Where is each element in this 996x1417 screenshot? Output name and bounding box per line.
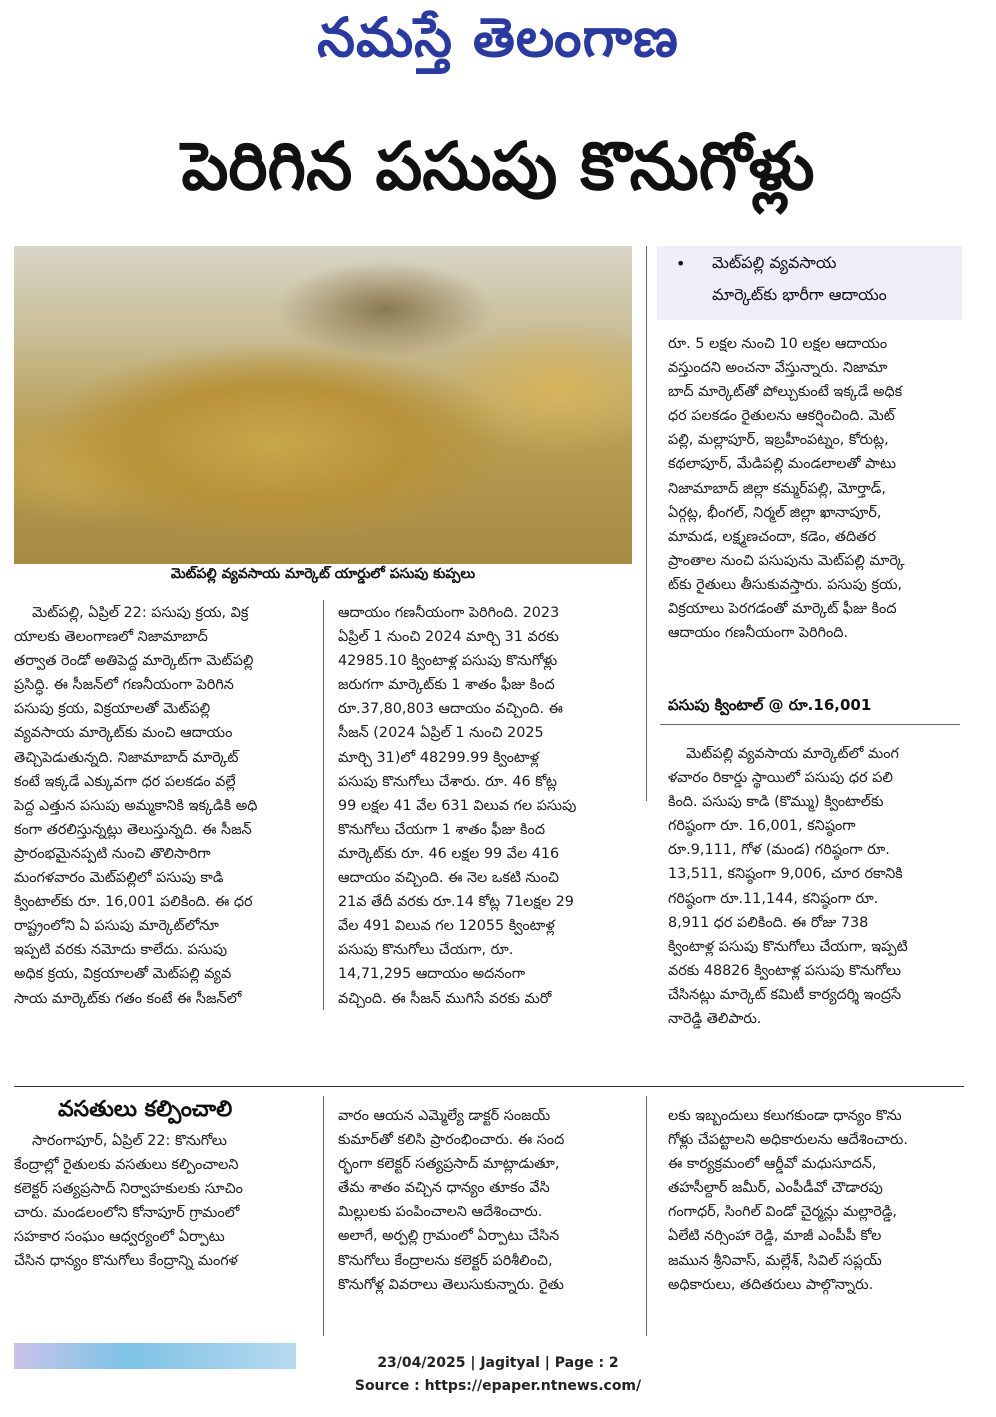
headline: పెరిగిన పసుపు కొనుగోళ్లు	[181, 128, 815, 205]
text-line: ట్‌కు రైతులు తీసుకువస్తారు. పసుపు క్రయ,	[668, 576, 903, 593]
story2-col2	[338, 1104, 634, 1297]
text-line: ఏలేటి నర్సింహా రెడ్డి, మాజీ ఎంపీపీ కోల	[668, 1228, 882, 1245]
text-line: జమున శ్రీనివాస్, మల్లేశ్, సివిల్ సప్లయ్	[668, 1252, 882, 1269]
text-line: కొనుగోలు చేయగా 1 శాతం ఫీజు కింద	[338, 821, 546, 838]
bullet-icon: •	[676, 254, 686, 273]
price-subheading: పసుపు క్వింటాల్ @ రూ.16,001	[668, 696, 872, 714]
turmeric-heaps-photo	[14, 246, 632, 564]
text-line: ళవారం రికార్డు స్థాయిలో పసుపు ధర పలి	[668, 770, 893, 787]
text-line: మెట్‌పల్లి, ఏప్రిల్ 22: పసుపు క్రయ, విక్ర	[32, 605, 249, 621]
text-line: అధిక క్రయ, విక్రయాలతో మెట్‌పల్లి వ్యవ	[14, 966, 232, 983]
footer-date-edition: 23/04/2025 | Jagityal | Page : 2	[377, 1355, 619, 1371]
text-line: వారం ఆయన ఎమ్మెల్యే డాక్టర్ సంజయ్	[338, 1108, 551, 1124]
text-line: కలెక్టర్ సత్యప్రసాద్ నిర్వాహకులకు సూచిం	[14, 1181, 243, 1198]
text-line: ఈ కార్యక్రమంలో ఆర్డీవో మధుసూదన్,	[668, 1156, 877, 1173]
text-line: కింది. పసుపు కాడి (కొమ్ము) క్వింటాల్‌కు	[668, 794, 884, 811]
text-line: ఏర్గట్ల, భీంగల్, నిర్మల్ జిల్లా ఖానాపూర్,	[668, 504, 882, 521]
text-line: లకు ఇబ్బందులు కలుగకుండా ధాన్యం కొను	[668, 1108, 902, 1124]
text-line: రూ.9,111, గోళ (మండ) గరిష్ఠంగా రూ.	[668, 842, 890, 859]
text-line: పల్లి, మల్లాపూర్, ఇబ్రహీంపట్నం, కోరుట్ల,	[668, 432, 889, 449]
text-line: సాయ మార్కెట్‌కు గతం కంటే ఈ సీజన్‌లో	[14, 990, 242, 1007]
text-line: నారెడ్డి తెలిపారు.	[668, 1011, 762, 1028]
masthead: నమస్తే తెలంగాణ	[317, 6, 679, 69]
text-line: సారంగాపూర్, ఏప్రిల్ 22: కొనుగోలు	[32, 1133, 227, 1149]
text-line: తర్వాత రెండో అతిపెద్ద మార్కెట్‌గా మెట్‌పల్లి	[14, 653, 254, 670]
column-divider	[323, 1096, 324, 1336]
text-line: యాలకు తెలంగాణలో నిజామాబాద్	[14, 629, 208, 646]
text-line: పసుపు క్రయ, విక్రయాలతో మెట్‌పల్లి	[14, 701, 211, 718]
text-line: రూ.37,80,803 ఆదాయం వచ్చింది. ఈ	[338, 701, 563, 718]
text-line: ఆదాయం గణనీయంగా పెరిగింది. 2023	[338, 605, 560, 621]
photo-caption: మెట్‌పల్లి వ్యవసాయ మార్కెట్ యార్డులో పసుపు కుప్పలు	[170, 566, 476, 582]
story2-title: వసతులు కల్పించాలి	[58, 1097, 233, 1122]
text-line: 8,911 ధర పలికింది. ఈ రోజు 738	[668, 914, 869, 931]
text-line: 21వ తేదీ వరకు రూ.14 కోట్ల 71లక్షల 29	[338, 894, 574, 911]
text-line: మెట్‌పల్లి వ్యవసాయ మార్కెట్‌లో మంగ	[686, 746, 899, 762]
text-line: గరిష్ఠంగా రూ. 16,001, కనిష్ఠంగా	[668, 818, 856, 835]
story1-col2	[338, 601, 634, 1011]
text-line: గంగాధర్, సింగిల్ విండో చైర్మన్లు మల్లారెడ్డి,	[668, 1204, 898, 1221]
text-line: కథలాపూర్, మేడిపల్లి మండలాలతో పాటు	[668, 456, 897, 473]
text-line: గోళ్లు చేపట్టాలని అధికారులను ఆదేశించారు.	[668, 1132, 908, 1149]
text-line: మిల్లులకు పంపించాలని ఆదేశించారు.	[338, 1204, 543, 1221]
column-divider	[323, 600, 324, 1010]
text-line: నిజామాబాద్ జిల్లా కమ్మర్‌పల్లి, మోర్తాడ్,	[668, 480, 887, 497]
story1-col1	[14, 601, 310, 1011]
text-line: ప్రాంతాల నుంచి పసుపును మెట్‌పల్లి మార్కె	[668, 552, 905, 569]
text-line: పసుపు కొనుగోలు చేయగా, రూ.	[338, 942, 514, 959]
text-line: వేల 491 విలువ గల 12055 క్వింటాళ్ల	[338, 918, 555, 935]
column-divider	[646, 1096, 647, 1336]
story-separator	[14, 1086, 964, 1087]
text-line: విక్రయాలు పెరగడంతో మార్కెట్ ఫీజు కింద	[668, 601, 897, 618]
story2-col1	[14, 1129, 310, 1274]
text-line: అలాగే, అర్పల్లి గ్రామంలో ఏర్పాటు చేసిన	[338, 1228, 560, 1245]
text-line: ధర పలకడం రైతులను ఆకర్షించింది. మెట్	[668, 408, 895, 425]
text-line: చేసిన ధాన్యం కొనుగోలు కేంద్రాన్ని మంగళ	[14, 1253, 238, 1270]
text-line: అధికారులు, తదితరులు పాల్గొన్నారు.	[668, 1276, 874, 1293]
text-line: కుమార్‌తో కలిసి ప్రారంభించారు. ఈ సంద	[338, 1132, 565, 1149]
text-line: పెద్ద ఎత్తున పసుపు అమ్మకానికి ఇక్కడికి అధి	[14, 797, 258, 814]
text-line: క్వింటాల్‌కు రూ. 16,001 పలికింది. ఈ ధర	[14, 894, 253, 911]
text-line: ప్రారంభమైనప్పటి నుంచి తొలిసారిగా	[14, 845, 211, 862]
text-line: సహకార సంఘం ఆధ్వర్యంలో ఏర్పాటు	[14, 1229, 225, 1246]
text-line: తహసీల్దార్ జమీర్, ఎంపీడీవో చౌడారపు	[668, 1180, 883, 1197]
text-line: ఆదాయం గణనీయంగా పెరిగింది.	[668, 625, 849, 642]
text-line: మామడ, లక్ష్మణచందా, కడెం, తదితర	[668, 528, 876, 545]
subhead-line1: మెట్‌పల్లి వ్యవసాయ	[712, 253, 837, 272]
story1-col3b	[668, 742, 964, 1031]
text-line: 13,511, కనిష్ఠంగా 9,006, చూర రకానికి	[668, 866, 903, 883]
text-line: రూ. 5 లక్షల నుంచి 10 లక్షల ఆదాయం	[668, 336, 888, 352]
text-line: 99 లక్షల 41 వేల 631 విలువ గల పసుపు	[338, 797, 577, 814]
text-line: మంగళవారం మెట్‌పల్లిలో పసుపు కాడి	[14, 870, 224, 887]
text-line: 14,71,295 ఆదాయం అదనంగా	[338, 966, 525, 983]
text-line: సీజన్ (2024 ఏప్రిల్ 1 నుంచి 2025	[338, 725, 544, 742]
story2-col3	[668, 1104, 964, 1297]
subhead-line2: మార్కెట్‌కు భారీగా ఆదాయం	[712, 285, 887, 304]
text-line: ఏప్రిల్ 1 నుంచి 2024 మార్చి 31 వరకు	[338, 629, 559, 646]
text-line: వరకు 48826 క్వింటాళ్ల పసుపు కొనుగోలు	[668, 962, 901, 979]
text-line: వ్యవసాయ మార్కెట్‌కు మంచి ఆదాయం	[14, 725, 233, 742]
text-line: తేమ శాతం వచ్చిన ధాన్యం తూకం వేసి	[338, 1180, 550, 1197]
story1-col3a	[668, 332, 964, 645]
column-divider	[646, 246, 647, 801]
text-line: జరుగగా మార్కెట్‌కు 1 శాతం ఫీజు కింద	[338, 677, 555, 694]
text-line: రాష్ట్రంలోని ఏ పసుపు మార్కెట్‌లోనూ	[14, 918, 219, 935]
text-line: కంగా తరలిస్తున్నట్లు తెలుస్తున్నది. ఈ సీజన్	[14, 821, 252, 838]
text-line: గరిష్ఠంగా రూ.11,144, కనిష్ఠంగా రూ.	[668, 890, 879, 907]
footer-source-link[interactable]: Source : https://epaper.ntnews.com/	[354, 1378, 642, 1394]
text-line: కొనుగోళ్ల వివరాలు తెలుసుకున్నారు. రైతు	[338, 1276, 564, 1293]
text-line: కొనుగోలు కేంద్రాలను కలెక్టర్ పరిశీలించి,	[338, 1252, 553, 1269]
text-line: బాద్ మార్కెట్‌తో పోల్చుకుంటే ఇక్కడే అధిక	[668, 384, 903, 401]
text-line: కేంద్రాల్లో రైతులకు వసతులు కల్పించాలని	[14, 1157, 239, 1174]
text-line: మార్చి 31)లో 48299.99 క్వింటాళ్ల	[338, 749, 540, 766]
text-line: చేసినట్లు మార్కెట్ కమిటీ కార్యదర్శి ఇంద్రసే	[668, 986, 902, 1003]
text-line: క్వింటాళ్ల పసుపు కొనుగోలు చేయగా, ఇప్పటి	[668, 938, 908, 955]
subheading-underline	[660, 724, 960, 725]
text-line: కంటే ఇక్కడే ఎక్కువగా ధర పలకడం వల్లే	[14, 773, 236, 790]
text-line: పసుపు కొనుగోలు చేశారు. రూ. 46 కోట్ల	[338, 773, 558, 790]
text-line: 42985.10 క్వింటాళ్ల పసుపు కొనుగోళ్లు	[338, 653, 558, 670]
text-line: ఆదాయం వచ్చింది. ఈ నెల ఒకటి నుంచి	[338, 870, 559, 887]
text-line: తెచ్చిపెడుతున్నది. నిజామాబాద్ మార్కెట్	[14, 749, 239, 766]
text-line: వచ్చింది. ఈ సీజన్ ముగిసే వరకు మరో	[338, 990, 552, 1007]
text-line: వస్తుందని అంచనా వేస్తున్నారు. నిజామా	[668, 360, 888, 377]
text-line: ఇప్పటి వరకు నమోదు కాలేదు. పసుపు	[14, 942, 228, 959]
text-line: ర్భంగా కలెక్టర్ సత్యప్రసాద్ మాట్లాడుతూ,	[338, 1156, 560, 1173]
text-line: మార్కెట్‌కు రూ. 46 లక్షల 99 వేల 416	[338, 845, 560, 862]
text-line: చారు. మండలంలోని కోనాపూర్ గ్రామంలో	[14, 1205, 240, 1222]
text-line: ప్రసిద్ధి. ఈ సీజన్‌లో గణనీయంగా పెరిగిన	[14, 677, 234, 694]
